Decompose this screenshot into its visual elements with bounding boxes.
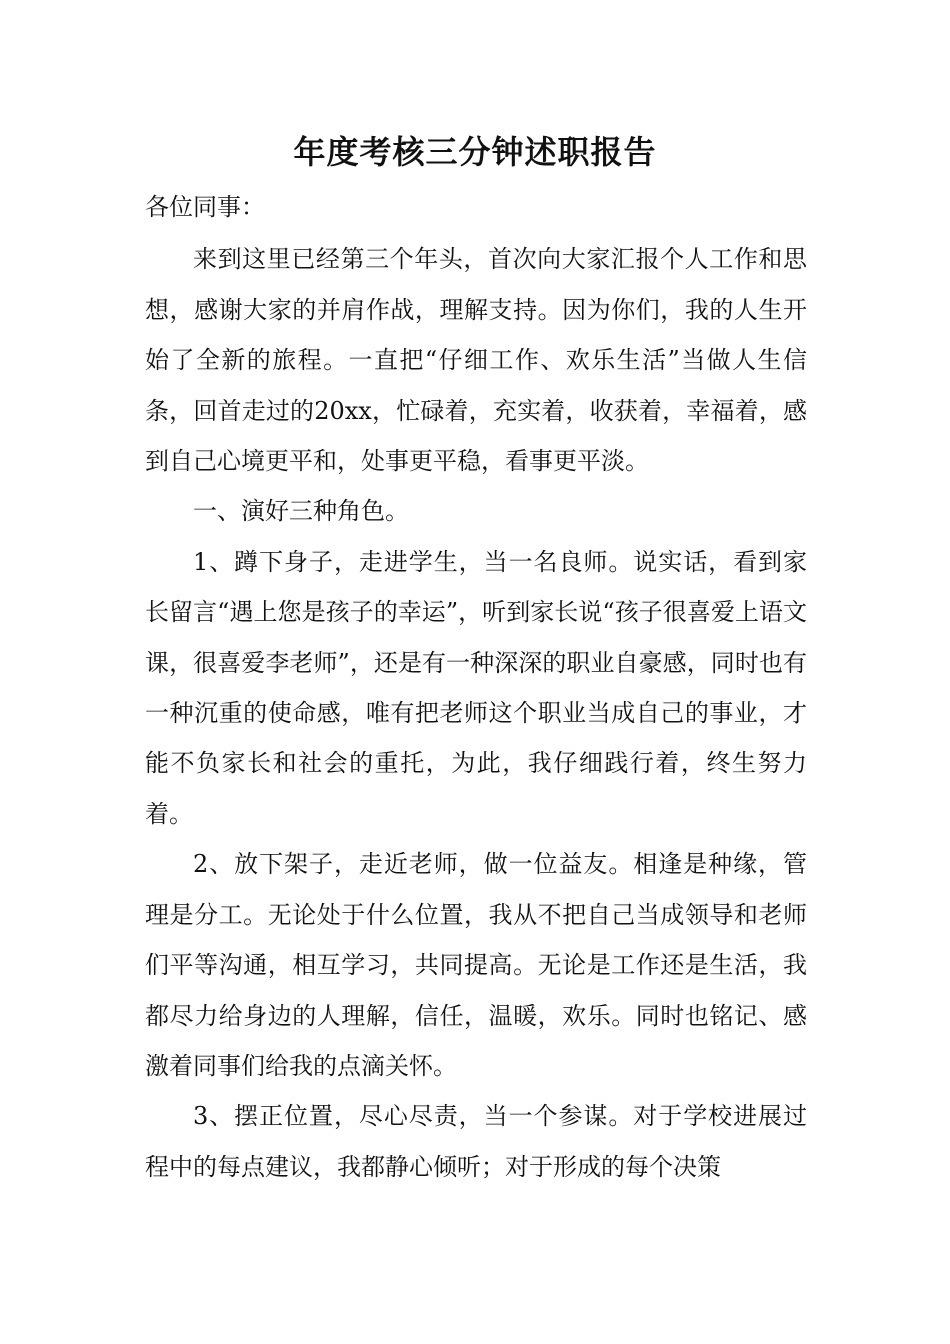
section-heading-roles: 一、演好三种角色。 — [193, 497, 409, 526]
document-title: 年度考核三分钟述职报告 — [293, 133, 657, 171]
paragraph-role-2: 2、放下架子，走近老师，做一位益友。相逢是种缘，管理是分工。无论处于什么位置，我从不把自己当成领导和老师们平等沟通，相互学习，共同提高。无论是工作还是生活，我都尽力给身边的人理解，信任，温暖，欢乐。同时也铭记、感激着同事们给我的点滴关怀。 — [145, 850, 807, 1080]
paragraph-role-3: 3、摆正位置，尽心尽责，当一个参谋。对于学校进展过程中的每点建议，我都静心倾听；对于形成的每个决策 — [145, 1102, 807, 1181]
salutation: 各位同事： — [145, 193, 265, 221]
paragraph-intro: 来到这里已经第三个年头，首次向大家汇报个人工作和思想，感谢大家的并肩作战，理解支持。因为你们，我的人生开始了全新的旅程。一直把“仔细工作、欢乐生活”当做人生信条，回首走过的20xx，忙碌着，充实着，收获着，幸福着，感到自己心境更平和，处事更平稳，看事更平淡。 — [145, 245, 807, 476]
paragraph-role-1: 1、蹲下身子，走进学生，当一名良师。说实话，看到家长留言“遇上您是孩子的幸运”，听到家长说“孩子很喜爱上语文课，很喜爱李老师”，还是有一种深深的职业自豪感，同时也有一种沉重的使命感，唯有把老师这个职业当成自己的事业，才能不负家长和社会的重托，为此，我仔细践行着，终生努力着。 — [145, 547, 807, 828]
document-body — [145, 182, 807, 1192]
